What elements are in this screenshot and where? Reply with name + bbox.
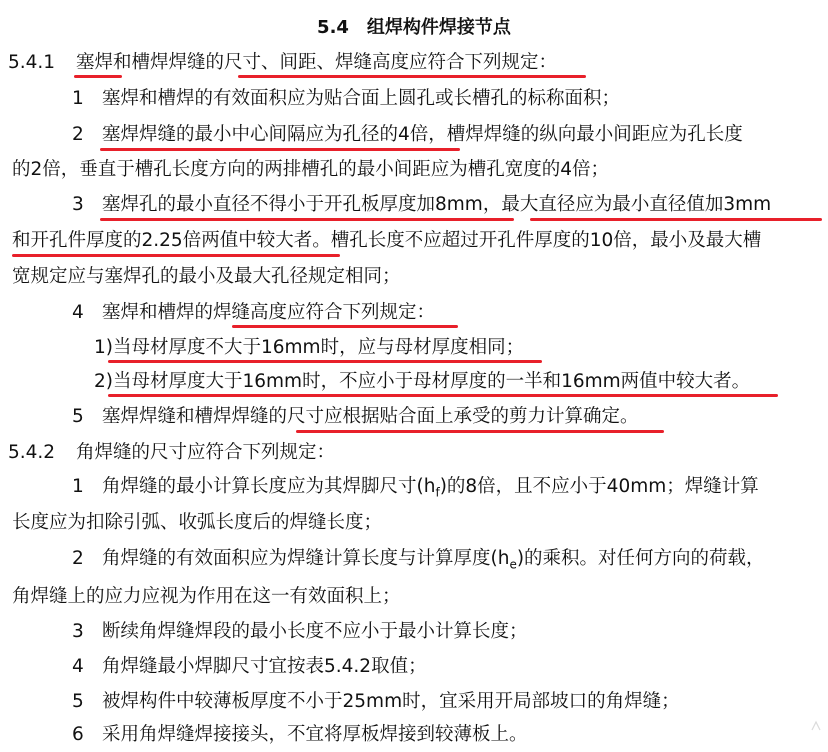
item-2-line-1 bbox=[0, 118, 828, 152]
item-6 bbox=[0, 718, 828, 752]
item-number: 3 bbox=[72, 621, 84, 642]
item-5 bbox=[0, 685, 828, 719]
red-underline bbox=[100, 218, 514, 221]
item-number: 2 bbox=[72, 124, 84, 145]
item-text: 断续角焊缝焊段的最小长度不应小于最小计算长度； bbox=[102, 621, 528, 642]
item-text: 塞焊焊缝的最小中心间隔应为孔径的4倍，槽焊焊缝的纵向最小间距应为孔长度 bbox=[102, 124, 743, 145]
item-number: 5 bbox=[72, 406, 84, 427]
item-4 bbox=[0, 650, 828, 684]
clause-number: 5.4.1 bbox=[8, 52, 56, 73]
red-underline bbox=[108, 394, 778, 397]
item-text: 采用角焊缝焊接接头，不宜将厚板焊接到较薄板上。 bbox=[102, 724, 528, 745]
red-underline bbox=[232, 325, 458, 328]
item-2-line-2 bbox=[0, 580, 828, 614]
item-text: 宽规定应与塞焊孔的最小及最大孔径规定相同； bbox=[12, 266, 401, 287]
section-title: 5.4 组焊构件焊接节点 bbox=[317, 17, 511, 38]
item-number: 1 bbox=[72, 88, 84, 109]
clause-heading: 塞焊和槽焊焊缝的尺寸、间距、焊缝高度应符合下列规定： bbox=[76, 52, 558, 73]
item-text: 的2倍，垂直于槽孔长度方向的两排槽孔的最小间距应为槽孔宽度的4倍； bbox=[12, 159, 610, 180]
item-text: 被焊构件中较薄板厚度不小于25mm时，宜采用开局部坡口的角焊缝； bbox=[102, 691, 680, 712]
red-underline bbox=[100, 148, 460, 151]
item-text: 角焊缝的有效面积应为焊缝计算长度与计算厚度$(h_e)$的乘积。对任何方向的荷载， bbox=[102, 548, 765, 572]
item-1-line-1 bbox=[0, 470, 828, 504]
clause-5-4-2 bbox=[0, 436, 828, 470]
item-3-line-2 bbox=[0, 224, 828, 258]
item-1-line-2 bbox=[0, 506, 828, 540]
item-3-line-3 bbox=[0, 260, 828, 294]
item-number: 2 bbox=[72, 548, 84, 569]
item-text: 塞焊焊缝和槽焊焊缝的尺寸应根据贴合面上承受的剪力计算确定。 bbox=[102, 406, 639, 427]
item-3-line-1 bbox=[0, 188, 828, 222]
red-underline bbox=[530, 218, 822, 221]
item-number: 1 bbox=[72, 476, 84, 497]
item-number: 4 bbox=[72, 302, 84, 323]
item-text: 角焊缝上的应力应视为作用在这一有效面积上； bbox=[12, 586, 401, 607]
item-2-line-2 bbox=[0, 153, 828, 187]
red-underline bbox=[108, 360, 542, 363]
item-number: 4 bbox=[72, 656, 84, 677]
sub-item-text: 2)当母材厚度大于16mm时，不应小于母材厚度的一半和16mm两值中较大者。 bbox=[94, 371, 751, 392]
item-5 bbox=[0, 400, 828, 434]
clause-number: 5.4.2 bbox=[8, 442, 56, 463]
red-underline bbox=[74, 75, 122, 78]
red-underline bbox=[12, 254, 340, 257]
item-text: 长度应为扣除引弧、收弧长度后的焊缝长度； bbox=[12, 512, 383, 533]
item-number: 6 bbox=[72, 724, 84, 745]
item-text: 塞焊和槽焊的焊缝高度应符合下列规定： bbox=[102, 302, 436, 323]
clause-heading: 角焊缝的尺寸应符合下列规定： bbox=[76, 442, 336, 463]
item-text: 塞焊孔的最小直径不得小于开孔板厚度加8mm，最大直径应为最小直径值加3mm bbox=[102, 194, 772, 215]
item-text: 塞焊和槽焊的有效面积应为贴合面上圆孔或长槽孔的标称面积； bbox=[102, 88, 621, 109]
watermark-icon bbox=[810, 720, 822, 732]
red-underline bbox=[296, 430, 664, 433]
item-2-line-1 bbox=[0, 542, 828, 576]
item-text: 角焊缝最小焊脚尺寸宜按表5.4.2取值； bbox=[102, 656, 427, 677]
item-text: 角焊缝的最小计算长度应为其焊脚尺寸$(h_f)$的8倍，且不应小于40mm；焊缝计算 bbox=[102, 476, 759, 500]
item-text: 和开孔件厚度的2.25倍两值中较大者。槽孔长度不应超过开孔件厚度的10倍，最小及最大槽 bbox=[12, 230, 762, 251]
sub-item-text: 1)当母材厚度不大于16mm时，应与母材厚度相同； bbox=[94, 337, 525, 358]
item-number: 5 bbox=[72, 691, 84, 712]
red-underline bbox=[238, 75, 586, 78]
item-1 bbox=[0, 82, 828, 116]
item-number: 3 bbox=[72, 194, 84, 215]
item-3 bbox=[0, 615, 828, 649]
